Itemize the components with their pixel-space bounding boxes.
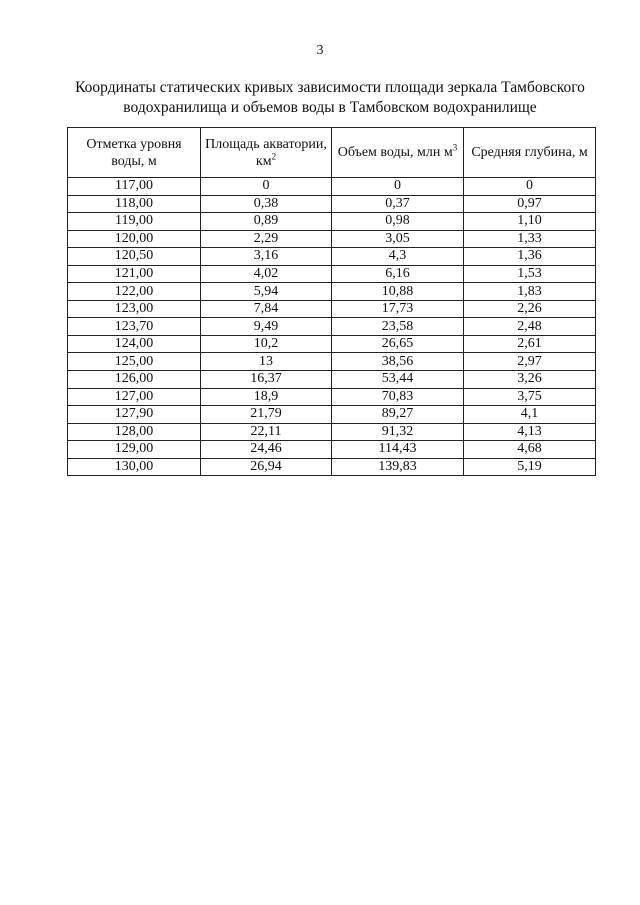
water-level-cell: 127,00	[68, 388, 201, 406]
water-level-cell: 123,70	[68, 318, 201, 336]
water-level-cell: 130,00	[68, 458, 201, 476]
water-level-cell: 117,00	[68, 178, 201, 196]
water-volume-cell: 38,56	[332, 353, 464, 371]
table-body	[68, 178, 596, 476]
header-water-area-unit: км	[255, 153, 272, 169]
water-level-cell: 127,90	[68, 406, 201, 424]
average-depth-cell: 1,36	[464, 248, 596, 266]
water-level-cell: 119,00	[68, 213, 201, 231]
water-level-cell: 123,00	[68, 300, 201, 318]
average-depth-cell: 4,1	[464, 406, 596, 424]
header-water-area-line-1: Площадь акватории,	[205, 136, 327, 152]
water-volume-cell: 114,43	[332, 441, 464, 459]
water-volume-cell: 26,65	[332, 335, 464, 353]
water-level-cell: 125,00	[68, 353, 201, 371]
water-area-cell: 21,79	[201, 406, 332, 424]
water-volume-cell: 23,58	[332, 318, 464, 336]
average-depth-cell: 0,97	[464, 195, 596, 213]
average-depth-cell: 4,13	[464, 423, 596, 441]
water-volume-cell: 0,37	[332, 195, 464, 213]
table-row	[68, 265, 596, 283]
water-volume-cell: 3,05	[332, 230, 464, 248]
average-depth-cell: 0	[464, 178, 596, 196]
average-depth-cell: 4,68	[464, 441, 596, 459]
table-row	[68, 213, 596, 231]
document-title	[60, 78, 600, 118]
average-depth-cell: 1,33	[464, 230, 596, 248]
water-area-cell: 26,94	[201, 458, 332, 476]
water-area-cell: 9,49	[201, 318, 332, 336]
water-volume-cell: 91,32	[332, 423, 464, 441]
water-volume-cell: 10,88	[332, 283, 464, 301]
water-area-cell: 18,9	[201, 388, 332, 406]
table-row	[68, 371, 596, 389]
water-volume-cell: 0,98	[332, 213, 464, 231]
water-area-cell: 4,02	[201, 265, 332, 283]
water-area-cell: 0,38	[201, 195, 332, 213]
average-depth-cell: 1,83	[464, 283, 596, 301]
average-depth-cell: 2,48	[464, 318, 596, 336]
water-level-cell: 129,00	[68, 441, 201, 459]
water-volume-cell: 0	[332, 178, 464, 196]
header-water-level-line-2: воды, м	[111, 153, 157, 169]
header-water-level-line-1: Отметка уровня	[86, 136, 182, 152]
water-area-cell: 3,16	[201, 248, 332, 266]
table-row	[68, 406, 596, 424]
table-row	[68, 178, 596, 196]
table-row	[68, 300, 596, 318]
water-volume-cell: 6,16	[332, 265, 464, 283]
water-area-cell: 13	[201, 353, 332, 371]
water-area-cell: 7,84	[201, 300, 332, 318]
water-level-cell: 120,00	[68, 230, 201, 248]
water-volume-cell: 4,3	[332, 248, 464, 266]
average-depth-cell: 2,61	[464, 335, 596, 353]
water-area-cell: 24,46	[201, 441, 332, 459]
water-level-cell: 118,00	[68, 195, 201, 213]
table-row	[68, 318, 596, 336]
table-row	[68, 388, 596, 406]
water-level-cell: 121,00	[68, 265, 201, 283]
reservoir-table-container	[67, 127, 595, 476]
reservoir-data-table	[67, 127, 596, 476]
average-depth-cell: 3,75	[464, 388, 596, 406]
document-title-line-1: Координаты статических кривых зависимости площади зеркала Тамбовского	[75, 79, 585, 96]
water-volume-cell: 89,27	[332, 406, 464, 424]
header-water-level	[68, 128, 201, 178]
average-depth-cell: 5,19	[464, 458, 596, 476]
water-volume-cell: 17,73	[332, 300, 464, 318]
table-row	[68, 353, 596, 371]
header-water-area-superscript: 2	[271, 150, 277, 161]
water-level-cell: 120,50	[68, 248, 201, 266]
header-water-volume-superscript: 3	[452, 142, 458, 153]
water-area-cell: 5,94	[201, 283, 332, 301]
water-level-cell: 122,00	[68, 283, 201, 301]
water-level-cell: 128,00	[68, 423, 201, 441]
average-depth-cell: 1,10	[464, 213, 596, 231]
water-volume-cell: 53,44	[332, 371, 464, 389]
header-water-area	[201, 128, 332, 178]
header-average-depth: Средняя глубина, м	[464, 128, 596, 178]
water-area-cell: 0	[201, 178, 332, 196]
water-area-cell: 2,29	[201, 230, 332, 248]
water-level-cell: 124,00	[68, 335, 201, 353]
water-area-cell: 22,11	[201, 423, 332, 441]
table-row	[68, 423, 596, 441]
average-depth-cell: 2,26	[464, 300, 596, 318]
water-area-cell: 16,37	[201, 371, 332, 389]
table-row	[68, 248, 596, 266]
average-depth-cell: 1,53	[464, 265, 596, 283]
table-row	[68, 230, 596, 248]
header-water-area-line-2	[201, 150, 331, 170]
table-header-row	[68, 128, 596, 178]
document-title-line-2: водохранилища и объемов воды в Тамбовском водохранилище	[123, 99, 537, 116]
water-volume-cell: 139,83	[332, 458, 464, 476]
page-number: 3	[316, 43, 324, 58]
water-area-cell: 10,2	[201, 335, 332, 353]
table-row	[68, 458, 596, 476]
water-level-cell: 126,00	[68, 371, 201, 389]
header-water-volume	[332, 128, 464, 178]
average-depth-cell: 3,26	[464, 371, 596, 389]
table-row	[68, 441, 596, 459]
table-row	[68, 335, 596, 353]
table-row	[68, 283, 596, 301]
water-volume-cell: 70,83	[332, 388, 464, 406]
header-water-volume-text: Объем воды, млн м	[337, 145, 453, 160]
average-depth-cell: 2,97	[464, 353, 596, 371]
table-row	[68, 195, 596, 213]
water-area-cell: 0,89	[201, 213, 332, 231]
